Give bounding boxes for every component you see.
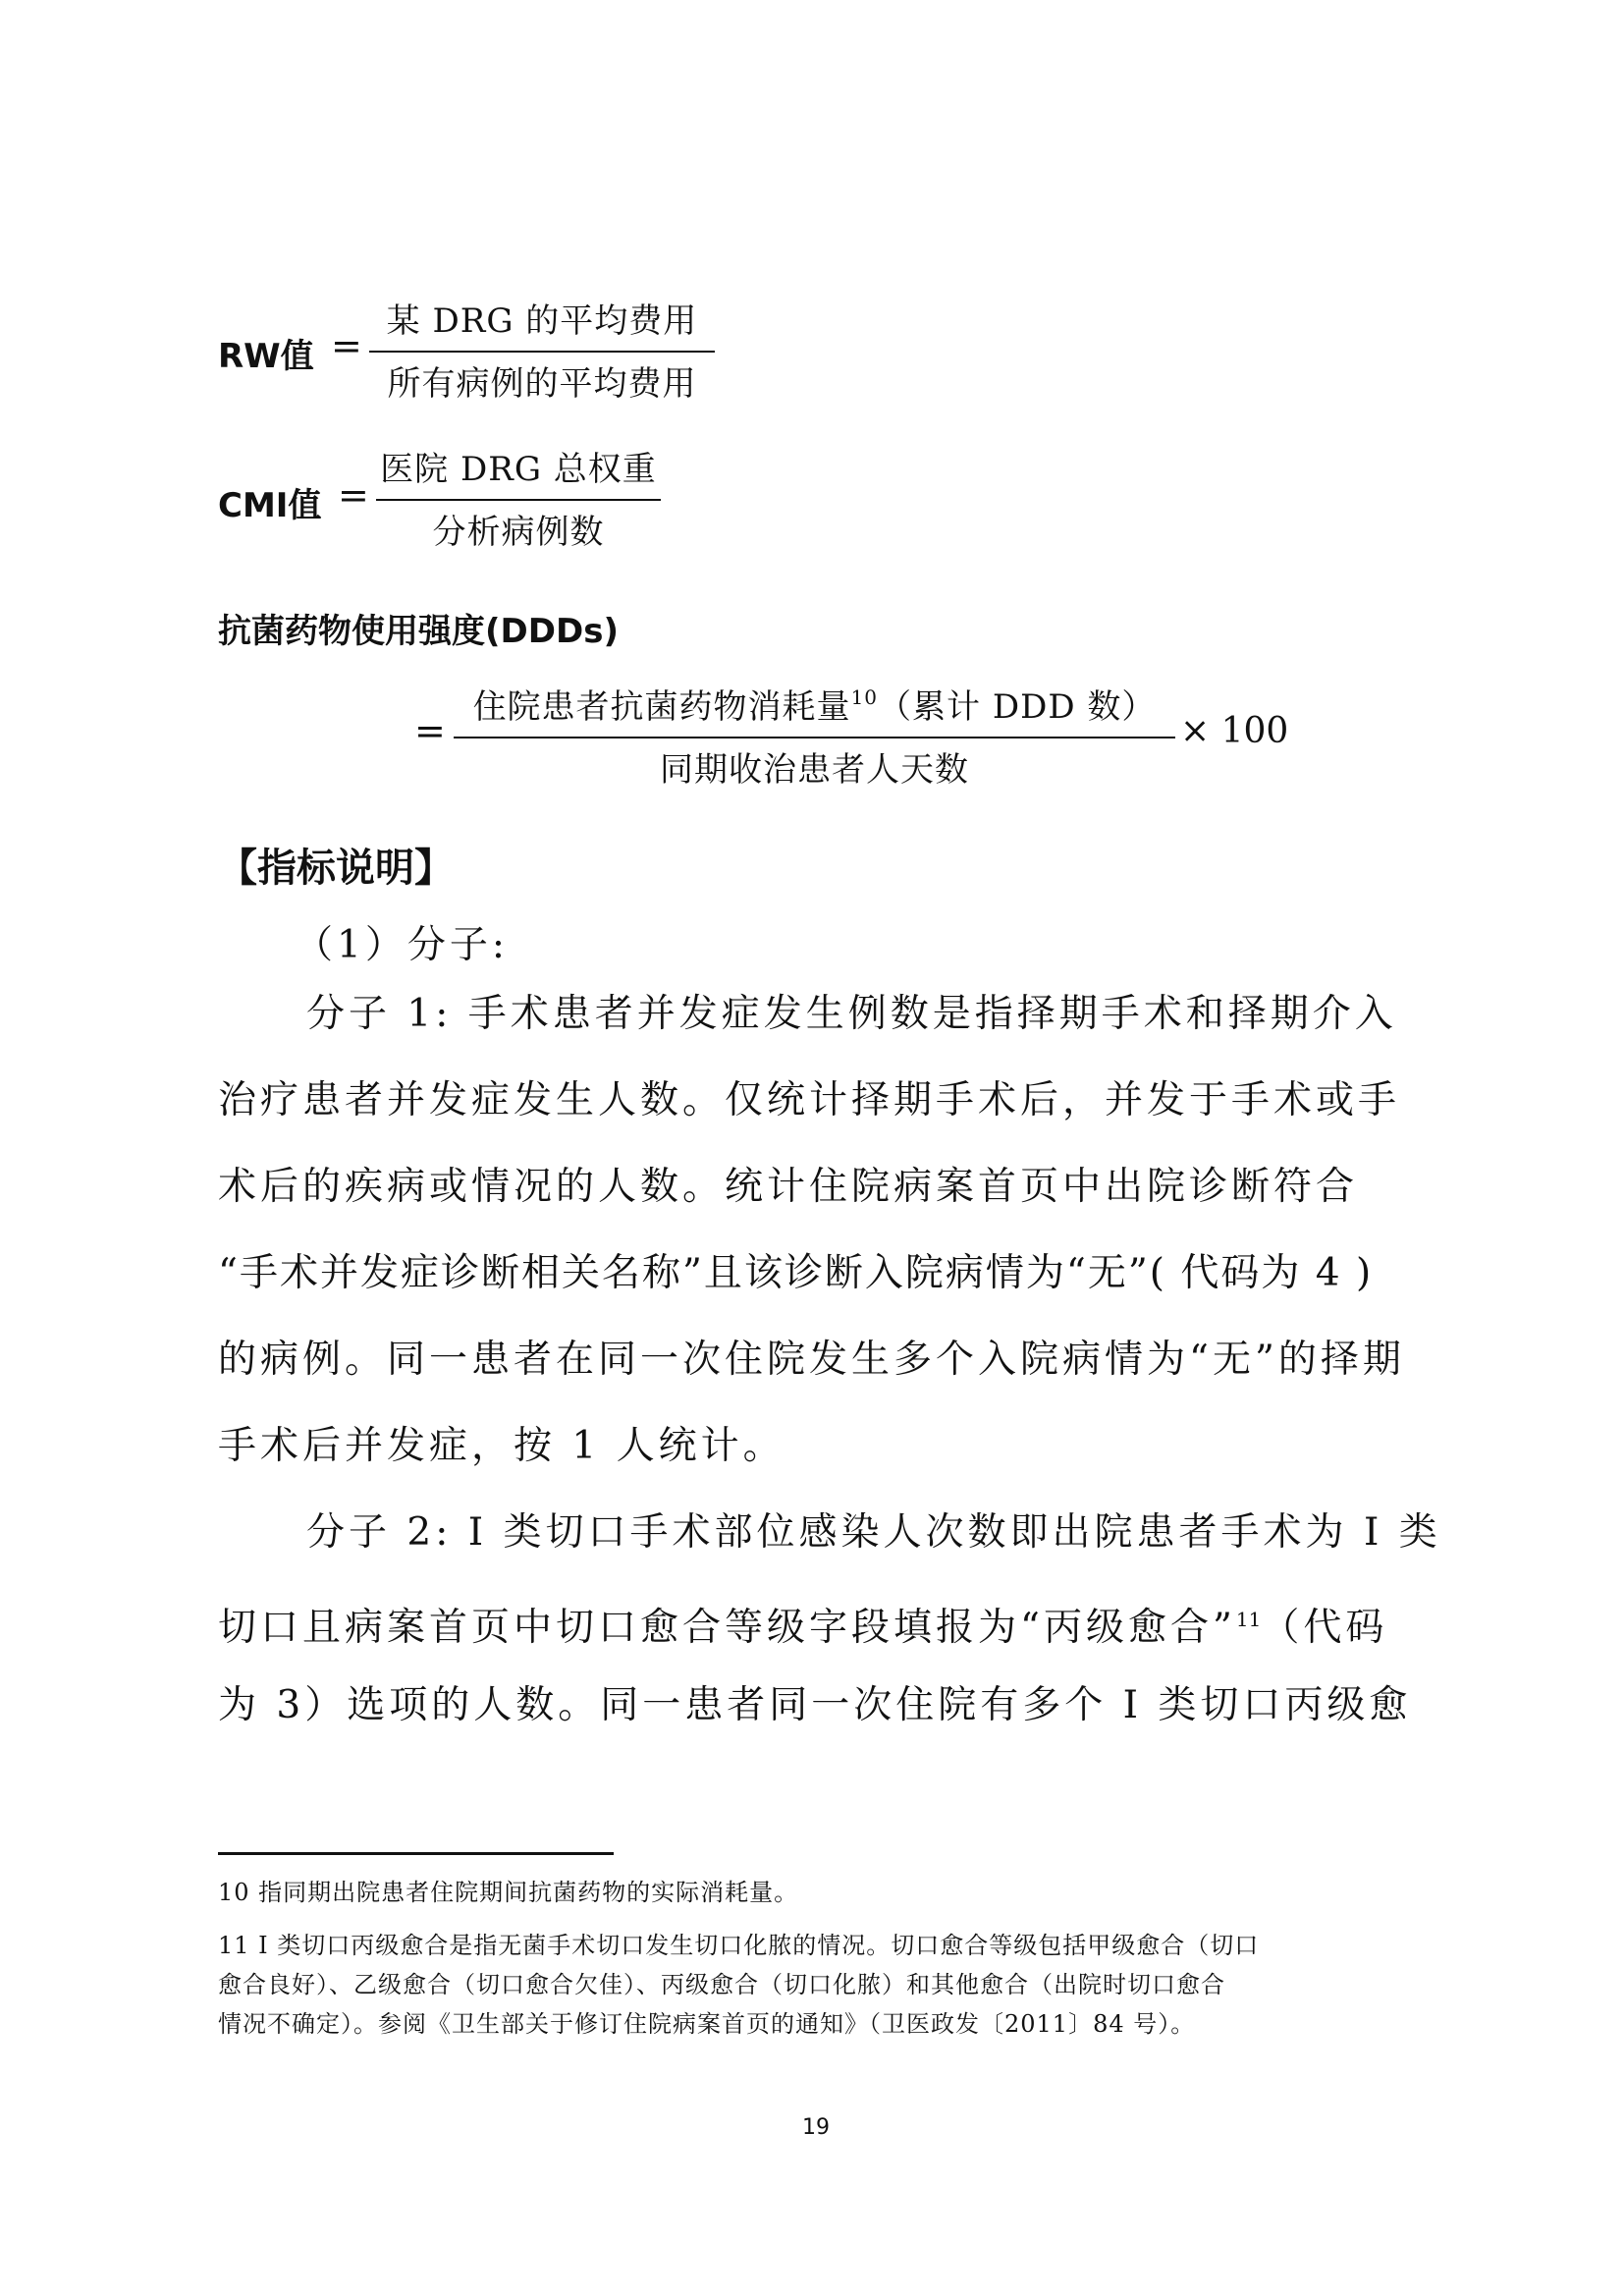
ddds-denominator: 同期收治患者人天数 — [660, 750, 969, 790]
ddds-numerator-unit: （累计 DDD 数） — [878, 687, 1157, 727]
body-line-5: 的病例。同一患者在同一次住院发生多个入院病情为“无”的择期 — [218, 1338, 1405, 1382]
body-line-2: 治疗患者并发症发生人数。仅统计择期手术后，并发于手术或手 — [218, 1078, 1401, 1122]
footnote-ref-11: 11 — [1235, 1608, 1262, 1631]
body-line-1: 分子 1: 手术患者并发症发生例数是指择期手术和择期介入 — [306, 992, 1397, 1036]
rw-numerator: 某 DRG 的平均费用 — [386, 301, 698, 341]
ddds-fraction — [454, 676, 1175, 792]
body-line-9: 为 3）选项的人数。同一患者同一次住院有多个 I 类切口丙级愈 — [218, 1683, 1412, 1727]
ddds-multiplier: × 100 — [1180, 711, 1289, 751]
body-line-8-tail: （代码 — [1261, 1606, 1388, 1650]
page-number: 19 — [802, 2115, 830, 2140]
footnote-separator — [218, 1852, 614, 1855]
footnote-10: 10 指同期出院患者住院期间抗菌药物的实际消耗量。 — [218, 1879, 799, 1906]
cmi-formula-label: CMI值 — [218, 486, 322, 525]
ddds-numerator — [473, 676, 1157, 729]
ddds-formula-label: 抗菌药物使用强度(DDDs) — [218, 612, 619, 651]
footnote-ref-10: 10 — [850, 685, 879, 709]
cmi-equals-sign: = — [338, 473, 369, 517]
body-line-3: 术后的疾病或情况的人数。统计住院病案首页中出院诊断符合 — [218, 1165, 1359, 1209]
ddds-equals-sign: = — [414, 709, 446, 752]
footnote-11-line-2: 愈合良好）、乙级愈合（切口愈合欠佳）、丙级愈合（切口化脓）和其他愈合（出院时切口愈合 — [218, 1971, 1225, 1998]
cmi-numerator: 医院 DRG 总权重 — [380, 450, 657, 489]
rw-fraction-bar — [369, 351, 715, 353]
ddds-fraction-bar — [454, 737, 1175, 738]
ddds-numerator-main: 住院患者抗菌药物消耗量 — [472, 687, 851, 727]
body-line-7: 分子 2: I 类切口手术部位感染人次数即出院患者手术为 I 类 — [306, 1510, 1441, 1555]
cmi-fraction — [376, 448, 661, 554]
cmi-fraction-bar — [376, 499, 661, 501]
footnote-11-line-3: 情况不确定）。参阅《卫生部关于修订住院病案首页的通知》（卫医政发〔2011〕84 号）。 — [218, 2010, 1196, 2038]
rw-fraction — [369, 300, 715, 406]
body-line-numerator-heading: （1）分子: — [295, 923, 509, 967]
rw-denominator: 所有病例的平均费用 — [387, 364, 697, 404]
footnote-11-line-1: 11 I 类切口丙级愈合是指无菌手术切口发生切口化脓的情况。切口愈合等级包括甲级愈合（切口 — [218, 1932, 1260, 1959]
body-line-8 — [218, 1597, 1387, 1651]
rw-equals-sign: = — [331, 324, 362, 367]
body-line-4: “手术并发症诊断相关名称”且该诊断入院病情为“无”( 代码为 4 ) — [218, 1251, 1374, 1295]
body-line-6: 手术后并发症，按 1 人统计。 — [218, 1424, 785, 1468]
cmi-denominator: 分析病例数 — [432, 513, 605, 552]
body-line-8-text: 切口且病案首页中切口愈合等级字段填报为“丙级愈合” — [218, 1606, 1236, 1650]
rw-formula-label: RW值 — [218, 337, 314, 376]
section-heading: 【指标说明】 — [218, 846, 454, 891]
